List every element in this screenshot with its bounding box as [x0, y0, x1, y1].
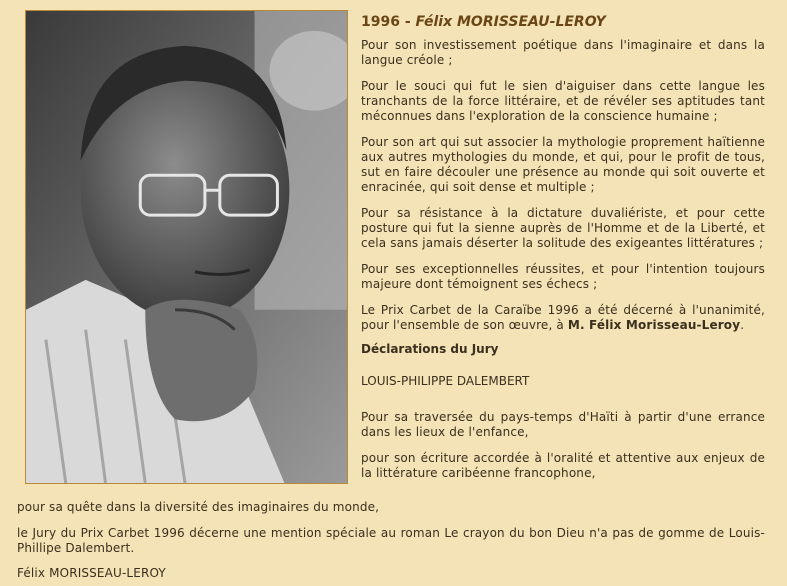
title-year: 1996 -: [361, 14, 411, 30]
honoree-name: LOUIS-PHILIPPE DALEMBERT: [361, 374, 530, 388]
signature-name: Félix MORISSEAU-LEROY: [17, 566, 166, 580]
page-title: [361, 13, 765, 31]
award-end: .: [740, 318, 745, 332]
full-width-line: le Jury du Prix Carbet 1996 décerne une mention spéciale au roman Le crayon du bon Dieu n'a pas de gomme de Louis-Phillipe Dalembert.: [17, 526, 765, 555]
paragraph: Pour son art qui sut associer la mythologie proprement haïtienne aux autres mythologies du monde, et qui, pour le profit de tous, sut en faire découler une présence au monde qui soit ouverte et enracinée, qui soit dense et multiple ;: [361, 135, 765, 194]
jury-title: Déclarations du Jury: [361, 342, 499, 356]
paragraph: Pour ses exceptionnelles réussites, et pour l'intention toujours majeure dont témoignent ses échecs ;: [361, 262, 765, 291]
text-column: [361, 13, 765, 492]
mention-line: pour son écriture accordée à l'oralité et attentive aux enjeux de la littérature caribéenne francophone,: [361, 451, 765, 480]
paragraph: Pour le souci qui fut le sien d'aiguiser dans cette langue les tranchants de la force littéraire, et de révéler ses aptitudes tant méconnues dans l'exploration de la conscience humaine ;: [361, 79, 765, 123]
award-text: Le Prix Carbet de la Caraïbe 1996 a été décerné à l'unanimité, pour l'ensemble de son œuvre, à: [361, 303, 765, 332]
paragraph: Pour sa résistance à la dictature duvaliériste, et pour cette posture qui fut la sienne auprès de l'Homme et de la Liberté, et cela sans jamais déserter la solitude des exigeantes littératures ;: [361, 206, 765, 250]
laureate-name: M. Félix Morisseau-Leroy: [567, 318, 741, 332]
title-name: Félix MORISSEAU-LEROY: [415, 14, 606, 30]
award-statement: [361, 303, 765, 333]
full-width-line: pour sa quête dans la diversité des imaginaires du monde,: [17, 500, 380, 514]
portrait-photo: [25, 10, 348, 484]
paragraph: Pour son investissement poétique dans l'imaginaire et dans la langue créole ;: [361, 38, 765, 67]
portrait-illustration: [26, 11, 347, 483]
mention-line: Pour sa traversée du pays-temps d'Haïti à partir d'une errance dans les lieux de l'enfance,: [361, 410, 765, 439]
